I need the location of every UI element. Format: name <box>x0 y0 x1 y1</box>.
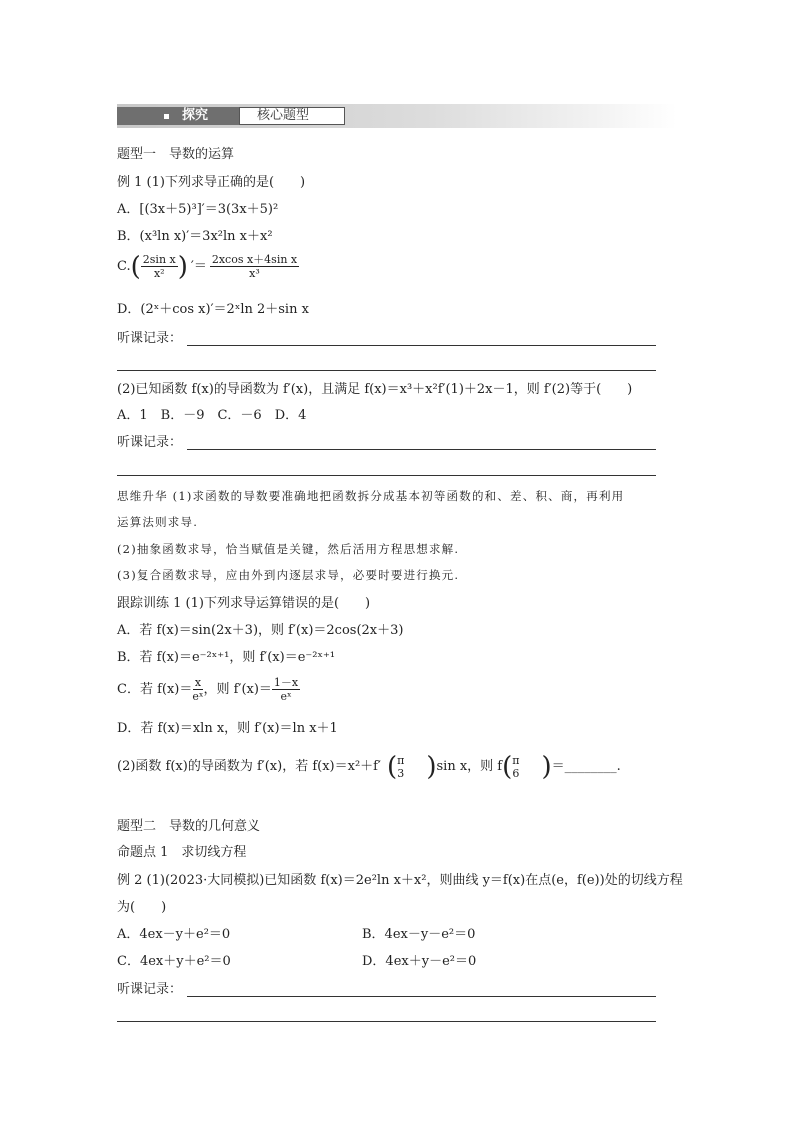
type2-subheading: 命题点 1 求切线方程 <box>117 845 247 860</box>
notes-label-3: 听课记录： <box>117 982 183 997</box>
example1-option-c <box>117 253 299 280</box>
notes-line <box>187 996 656 997</box>
pi-over-6 <box>512 754 519 780</box>
right-paren: ) <box>426 752 437 782</box>
type1-heading: 题型一 导数的运算 <box>117 147 235 162</box>
option-c-fraction <box>192 676 203 703</box>
notes-label-2: 听课记录： <box>117 435 183 450</box>
example1-stem: 例 1 (1)下列求导正确的是( ) <box>117 175 306 190</box>
example1-option-d: D．(2ˣ＋cos x)′＝2ˣln 2＋sin x <box>117 302 309 317</box>
notes-line <box>117 370 656 371</box>
fraction-numerator: π <box>397 754 405 767</box>
right-paren: ) <box>177 251 188 282</box>
type2-heading: 题型二 导数的几何意义 <box>117 819 261 834</box>
fraction-numerator: 2sin x <box>142 253 176 266</box>
option-c-prefix: C．若 f(x)＝ <box>117 681 193 697</box>
practice1-option-d: D．若 f(x)＝xln x，则 f′(x)＝ln x＋1 <box>117 721 338 736</box>
part2-blank: ＝________. <box>551 759 621 774</box>
fraction-denominator: eˣ <box>192 690 204 703</box>
example1-part2-options: A．1 B．－9 C．－6 D．4 <box>117 408 307 423</box>
notes-label-1: 听课记录： <box>117 331 183 346</box>
notes-line <box>117 475 656 476</box>
example1-option-b: B．(x³ln x)′＝3x²ln x＋x² <box>117 229 273 244</box>
part2-text-b: sin x，则 f <box>436 759 503 774</box>
option-c-fraction <box>141 253 178 280</box>
practice1-option-b: B．若 f(x)＝e⁻²ˣ⁺¹，则 f′(x)＝e⁻²ˣ⁺¹ <box>117 650 336 665</box>
option-c-result-fraction <box>210 253 299 280</box>
option-c-middle: ，则 f′(x)＝ <box>203 681 272 697</box>
example1-option-a: A．[(3x＋5)³]′＝3(3x＋5)² <box>117 202 279 217</box>
example2-option-d: D．4ex＋y－e²＝0 <box>362 954 477 969</box>
example2-stem-line1: 例 2 (1)(2023·大同模拟)已知函数 f(x)＝2e²ln x＋x²，则曲线 y＝f(x)在点(e，f(e))处的切线方程 <box>117 873 683 888</box>
banner-dark-block <box>117 107 239 125</box>
example1-part2-stem: (2)已知函数 f(x)的导函数为 f′(x)，且满足 f(x)＝x³＋x²f′(1)＋2x－1，则 f′(2)等于( ) <box>117 382 633 397</box>
fraction-denominator: x² <box>153 267 165 280</box>
option-c-prefix: C. <box>117 258 131 274</box>
example2-option-a: A．4ex－y＋e²＝0 <box>117 927 231 942</box>
practice1-stem: 跟踪训练 1 (1)下列求导运算错误的是( ) <box>117 596 371 611</box>
notes-line <box>187 449 656 450</box>
practice1-option-a: A．若 f(x)＝sin(2x＋3)，则 f′(x)＝2cos(2x＋3) <box>117 623 404 638</box>
thinking-line-1: 思维升华 (1)求函数的导数要准确地把函数拆分成基本初等函数的和、差、积、商，再利用 <box>117 489 625 503</box>
fraction-numerator: x <box>194 676 202 689</box>
banner-label-explore: 探究 <box>182 108 209 123</box>
notes-line <box>117 1021 656 1022</box>
fraction-numerator: 2xcos x＋4sin x <box>211 253 298 266</box>
example2-option-c: C．4ex＋y＋e²＝0 <box>117 954 231 969</box>
fraction-denominator: 3 <box>397 767 405 780</box>
fraction-denominator: x³ <box>249 267 260 280</box>
section-banner <box>117 104 677 128</box>
thinking-line-2: 运算法则求导. <box>117 515 199 529</box>
practice1-part2 <box>117 754 621 780</box>
part2-text-a: (2)函数 f(x)的导函数为 f′(x)，若 f(x)＝x²＋f′ <box>117 759 381 774</box>
notes-line <box>187 345 656 346</box>
banner-label-core: 核心题型 <box>257 108 310 123</box>
thinking-line-4: (3)复合函数求导，应由外到内逐层求导，必要时要进行换元. <box>117 568 460 582</box>
fraction-denominator: 6 <box>512 767 520 780</box>
banner-bullet-icon <box>164 114 169 119</box>
thinking-line-3: (2)抽象函数求导，恰当赋值是关键，然后活用方程思想求解. <box>117 542 460 556</box>
example2-option-b: B．4ex－y－e²＝0 <box>362 927 476 942</box>
option-c-result-fraction <box>272 676 300 703</box>
left-paren: ( <box>386 752 398 782</box>
example2-stem-line2: 为( ) <box>117 900 167 915</box>
left-paren: ( <box>502 752 513 782</box>
option-c-equals: ′＝ <box>190 258 207 274</box>
fraction-numerator: π <box>512 754 520 767</box>
fraction-numerator: 1－x <box>273 676 299 689</box>
right-paren: ) <box>541 752 552 782</box>
pi-over-3 <box>397 754 404 780</box>
practice1-option-c <box>117 676 300 703</box>
left-paren: ( <box>130 251 141 282</box>
fraction-denominator: eˣ <box>280 690 292 703</box>
